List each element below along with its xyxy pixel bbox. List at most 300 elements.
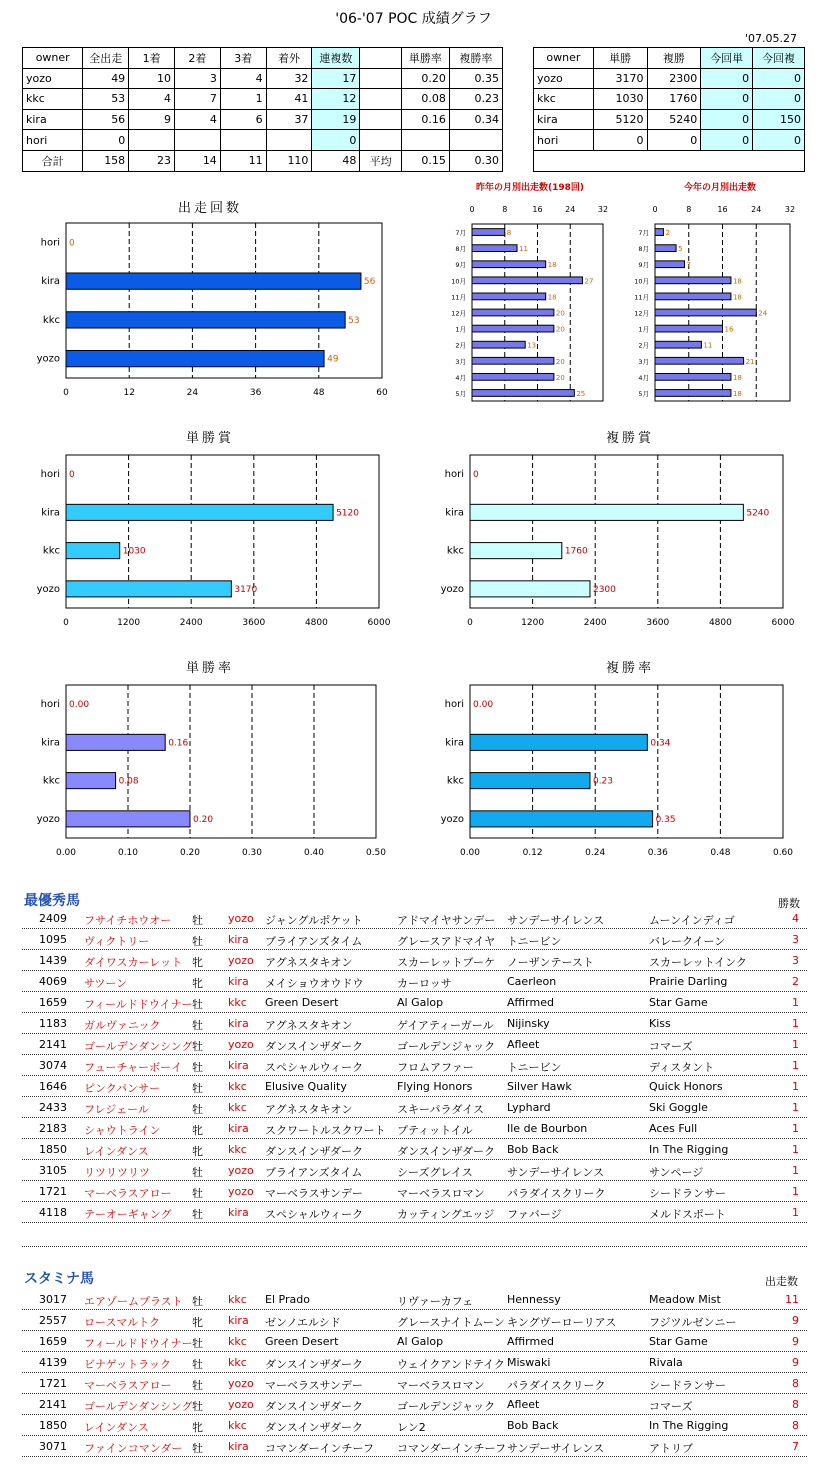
horse-dam: レン2 xyxy=(397,1421,426,1434)
data-label: 0.16 xyxy=(168,738,189,749)
data-label: 56 xyxy=(363,277,376,288)
stats-cell: 4 xyxy=(129,89,175,110)
horse-name: ガルヴァニック xyxy=(84,1019,161,1032)
horse-owner: yozo xyxy=(228,1038,254,1051)
best-horse-row xyxy=(22,1160,807,1181)
horse-id: 1095 xyxy=(39,933,67,946)
horse-name: フィールドドウイナー xyxy=(84,998,193,1011)
horse-sex: 牡 xyxy=(192,998,203,1011)
stats-header-cell: 全出走 xyxy=(83,48,129,69)
best-horse-row xyxy=(22,1202,807,1223)
category-label: 12月 xyxy=(451,309,466,318)
horse-count: 1 xyxy=(792,1185,799,1198)
x-tick-label: 0.60 xyxy=(772,848,794,858)
horse-id: 4069 xyxy=(39,975,67,988)
data-label: 3170 xyxy=(234,584,258,595)
horse-count: 3 xyxy=(792,954,799,967)
stats-cell: 56 xyxy=(83,109,129,130)
horse-owner: kkc xyxy=(228,1293,247,1306)
chart-title: 複勝賞 xyxy=(605,431,655,446)
horse-damsire: Miswaki xyxy=(507,1356,551,1369)
horse-sex: 牝 xyxy=(192,1421,203,1434)
x-tick-label: 4800 xyxy=(708,618,732,628)
category-label: hori xyxy=(444,469,464,481)
x-tick-label: 24 xyxy=(565,205,576,214)
data-label: 0.34 xyxy=(650,738,671,749)
bar xyxy=(472,245,517,252)
horse-damsire: Affirmed xyxy=(507,1335,554,1348)
horse-granddam: Rivala xyxy=(649,1356,683,1369)
x-tick-label: 0.30 xyxy=(241,848,263,858)
stats-header-cell: 単勝率 xyxy=(401,48,449,69)
x-tick-label: 3600 xyxy=(242,618,266,628)
horse-count: 1 xyxy=(792,996,799,1009)
horse-owner: kkc xyxy=(228,996,247,1009)
horse-id: 1850 xyxy=(39,1419,67,1432)
bar xyxy=(472,373,554,380)
category-label: 3月 xyxy=(638,357,649,366)
horse-dam: フロムアファー xyxy=(397,1061,474,1074)
stats-cell: 0 xyxy=(83,130,129,151)
bar xyxy=(655,245,676,252)
horse-damsire: Affirmed xyxy=(507,996,554,1009)
x-tick-label: 3600 xyxy=(646,618,670,628)
bar xyxy=(66,811,190,827)
horse-name: ゴールデンダンシング xyxy=(84,1400,193,1413)
horse-owner: kira xyxy=(228,1122,249,1135)
stats-header-cell: 着外 xyxy=(266,48,312,69)
prize-cell: 0 xyxy=(701,68,753,89)
horse-granddam: シードランサー xyxy=(649,1187,726,1200)
horse-id: 2433 xyxy=(39,1101,67,1114)
horse-owner: yozo xyxy=(228,1398,254,1411)
horse-granddam: Kiss xyxy=(649,1017,671,1030)
stats-cell: 7 xyxy=(175,89,221,110)
horse-id: 3071 xyxy=(39,1440,67,1453)
horse-damsire: Bob Back xyxy=(507,1143,559,1156)
data-label: 21 xyxy=(745,357,755,366)
chart-title: 単勝賞 xyxy=(185,431,235,446)
category-label: 5月 xyxy=(455,389,466,398)
horse-count: 1 xyxy=(792,1059,799,1072)
horse-count: 7 xyxy=(792,1440,799,1453)
horse-count: 1 xyxy=(792,1143,799,1156)
horse-damsire: サンデーサイレンス xyxy=(507,1442,605,1455)
data-label: 18 xyxy=(732,293,742,302)
x-tick-label: 0.24 xyxy=(585,848,606,858)
horse-name: エアゾームプラスト xyxy=(84,1295,183,1308)
x-tick-label: 6000 xyxy=(771,618,795,628)
horse-name: サツーン xyxy=(84,977,128,990)
stats-total-cell: 0.15 xyxy=(401,150,449,171)
best-horse-row xyxy=(22,1139,807,1160)
x-tick-label: 0 xyxy=(63,618,69,628)
prize-cell: 2300 xyxy=(647,68,701,89)
category-label: yozo xyxy=(36,583,60,595)
data-label: 18 xyxy=(547,293,557,302)
horse-count: 9 xyxy=(792,1335,799,1348)
stamina-horse-row xyxy=(22,1352,807,1373)
horse-granddam: アトリブ xyxy=(649,1442,693,1455)
horse-id: 2183 xyxy=(39,1122,67,1135)
stats-cell: hori xyxy=(23,130,83,151)
x-tick-label: 0.48 xyxy=(710,848,731,858)
horse-count: 1 xyxy=(792,1206,799,1219)
x-tick-label: 1200 xyxy=(117,618,141,628)
horse-granddam: Star Game xyxy=(649,996,708,1009)
category-label: kkc xyxy=(446,545,464,557)
bar xyxy=(472,357,554,364)
bar xyxy=(655,341,701,348)
stats-cell: 6 xyxy=(220,109,266,130)
horse-damsire: パラダイスクリーク xyxy=(507,1379,606,1392)
horse-sire: Green Desert xyxy=(265,1335,339,1348)
data-label: 20 xyxy=(555,357,565,366)
data-label: 18 xyxy=(547,261,557,270)
data-label: 0.00 xyxy=(69,700,90,711)
stamina-horses-count-header: 出走数 xyxy=(765,1275,798,1288)
stats-cell: kira xyxy=(23,109,83,130)
category-label: 3月 xyxy=(455,357,466,366)
category-label: yozo xyxy=(440,583,464,595)
prize-header-cell: 今回複 xyxy=(753,48,805,69)
data-label: 2 xyxy=(665,229,670,238)
horse-sire: ブライアンズタイム xyxy=(265,935,363,948)
stats-header-cell: 3着 xyxy=(220,48,266,69)
data-label: 13 xyxy=(527,341,537,350)
category-label: 1月 xyxy=(638,325,649,334)
stats-cell: 12 xyxy=(312,89,360,110)
horse-sire: スクワートルスクワート xyxy=(265,1124,386,1137)
horse-id: 4118 xyxy=(39,1206,67,1219)
x-tick-label: 8 xyxy=(686,205,692,214)
data-label: 53 xyxy=(348,315,360,326)
horse-owner: kira xyxy=(228,1440,249,1453)
category-label: 10月 xyxy=(634,277,649,286)
best-horse-row xyxy=(22,1181,807,1202)
category-label: 5月 xyxy=(638,389,649,398)
data-label: 1760 xyxy=(564,546,588,557)
horse-dam: カーロッサ xyxy=(397,977,452,990)
stats-cell: 0.35 xyxy=(449,68,502,89)
data-label: 1030 xyxy=(122,546,146,557)
horse-granddam: メルドスポート xyxy=(649,1208,726,1221)
horse-count: 4 xyxy=(792,912,799,925)
category-label: kira xyxy=(41,507,60,519)
category-label: kkc xyxy=(446,775,464,787)
x-tick-label: 0 xyxy=(63,388,69,398)
horse-damsire: ファバージ xyxy=(507,1208,562,1221)
horse-granddam: In The Rigging xyxy=(649,1143,729,1156)
chart-title: 単勝率 xyxy=(185,661,235,676)
horse-sire: マーベラスサンデー xyxy=(265,1379,363,1392)
prize-cell: 0 xyxy=(701,109,753,130)
x-tick-label: 2400 xyxy=(583,618,607,628)
horse-granddam: Ski Goggle xyxy=(649,1101,708,1114)
category-label: 8月 xyxy=(638,245,649,254)
stats-cell: 3 xyxy=(175,68,221,89)
stats-cell: 10 xyxy=(129,68,175,89)
best-horse-row xyxy=(22,950,807,971)
bar xyxy=(66,773,116,789)
data-label: 18 xyxy=(732,277,742,286)
horse-sex: 牡 xyxy=(192,1082,203,1095)
horse-name: ピンクパンサー xyxy=(84,1082,161,1095)
horse-count: 11 xyxy=(785,1293,799,1306)
prize-header-cell: owner xyxy=(534,48,594,69)
horse-id: 1850 xyxy=(39,1143,67,1156)
horse-dam: ゴールデンジャック xyxy=(397,1040,496,1053)
data-label: 11 xyxy=(703,341,713,350)
bar xyxy=(655,390,731,397)
bar xyxy=(66,504,333,520)
x-tick-label: 16 xyxy=(532,205,543,214)
category-label: kira xyxy=(445,507,464,519)
horse-count: 1 xyxy=(792,1164,799,1177)
horse-sire: アグネスタキオン xyxy=(265,956,353,969)
horse-dam: リヴァーカフェ xyxy=(397,1295,474,1308)
horse-id: 4139 xyxy=(39,1356,67,1369)
horse-owner: kira xyxy=(228,1017,249,1030)
horse-dam: マーベラスロマン xyxy=(397,1187,485,1200)
horse-id: 1646 xyxy=(39,1080,67,1093)
horse-sire: アグネスタキオン xyxy=(265,1019,353,1032)
x-tick-label: 0.12 xyxy=(522,848,543,858)
horse-count: 8 xyxy=(792,1398,799,1411)
bar xyxy=(470,734,647,750)
horse-granddam: シードランサー xyxy=(649,1379,726,1392)
bar xyxy=(66,734,165,750)
horse-sire: Green Desert xyxy=(265,996,339,1009)
stats-cell: 49 xyxy=(83,68,129,89)
page-title: '06-'07 POC 成績グラフ xyxy=(335,11,492,27)
stats-total-cell: 平均 xyxy=(360,150,402,171)
horse-name: シャウトライン xyxy=(84,1124,161,1137)
horse-sex: 牡 xyxy=(192,1040,203,1053)
stamina-horse-row xyxy=(22,1436,807,1457)
prize-cell: 0 xyxy=(647,130,701,151)
stats-cell: 17 xyxy=(312,68,360,89)
data-label: 5 xyxy=(678,245,683,254)
category-label: 9月 xyxy=(638,261,649,270)
prize-cell: 1030 xyxy=(593,89,647,110)
stats-header-cell: 2着 xyxy=(175,48,221,69)
x-tick-label: 16 xyxy=(717,205,728,214)
bar xyxy=(66,312,345,328)
category-label: 2月 xyxy=(455,341,466,350)
bar xyxy=(655,261,685,268)
prize-header-cell: 今回単 xyxy=(701,48,753,69)
best-horses-title: 最優秀馬 xyxy=(24,893,80,909)
stats-cell: 0.16 xyxy=(401,109,449,130)
x-tick-label: 2400 xyxy=(179,618,203,628)
horse-sex: 牡 xyxy=(192,1400,203,1413)
horse-count: 1 xyxy=(792,1017,799,1030)
x-tick-label: 48 xyxy=(313,388,325,398)
horse-sire: ブライアンズタイム xyxy=(265,1166,363,1179)
horse-name: フレジェール xyxy=(84,1103,149,1116)
prize-cell: 5240 xyxy=(647,109,701,130)
data-label: 2300 xyxy=(592,584,616,595)
horse-id: 1721 xyxy=(39,1377,67,1390)
horse-granddam: Prairie Darling xyxy=(649,975,728,988)
category-label: 12月 xyxy=(634,309,649,318)
category-label: 4月 xyxy=(455,373,466,382)
best-horse-row xyxy=(22,908,807,929)
category-label: kkc xyxy=(42,545,60,557)
horse-damsire: Lyphard xyxy=(507,1101,551,1114)
horse-name: ヴィクトリー xyxy=(84,935,150,948)
horse-damsire: Nijinsky xyxy=(507,1017,550,1030)
best-horse-row xyxy=(22,1013,807,1034)
category-label: 8月 xyxy=(455,245,466,254)
data-label: 5240 xyxy=(746,508,770,519)
horse-granddam: コマーズ xyxy=(649,1400,693,1413)
stats-cell: 41 xyxy=(266,89,312,110)
x-tick-label: 24 xyxy=(751,205,762,214)
horse-sire: メイショウオウドウ xyxy=(265,977,364,990)
x-tick-label: 0.00 xyxy=(55,848,77,858)
horse-dam: マーベラスロマン xyxy=(397,1379,485,1392)
horse-sire: Elusive Quality xyxy=(265,1080,347,1093)
horse-sex: 牡 xyxy=(192,1103,203,1116)
x-tick-label: 0.36 xyxy=(647,848,668,858)
stats-header-cell: 連複数 xyxy=(312,48,360,69)
x-tick-label: 12 xyxy=(123,388,135,398)
bar xyxy=(655,293,731,300)
bar xyxy=(655,357,744,364)
prize-cell: 0 xyxy=(701,130,753,151)
bar xyxy=(66,350,324,366)
horse-granddam: コマーズ xyxy=(649,1040,693,1053)
data-label: 0.08 xyxy=(118,776,139,787)
stats-cell: 32 xyxy=(266,68,312,89)
stats-total-cell: 合計 xyxy=(23,150,83,171)
bar xyxy=(470,504,743,520)
horse-damsire: サンデーサイレンス xyxy=(507,914,605,927)
best-horse-row xyxy=(22,971,807,992)
horse-granddam: Star Game xyxy=(649,1335,708,1348)
prize-cell: 5120 xyxy=(593,109,647,130)
stamina-horse-row xyxy=(22,1289,807,1310)
horse-dam: カッティングエッジ xyxy=(397,1208,495,1221)
horse-count: 8 xyxy=(792,1377,799,1390)
horse-dam: グレースアドマイヤ xyxy=(397,935,496,948)
data-label: 20 xyxy=(555,325,565,334)
category-label: 1月 xyxy=(455,325,466,334)
horse-name: フサイチホウオー xyxy=(84,914,172,927)
horse-owner: kkc xyxy=(228,1356,247,1369)
horse-id: 1659 xyxy=(39,1335,67,1348)
horse-id: 2557 xyxy=(39,1314,67,1327)
horse-id: 3017 xyxy=(39,1293,67,1306)
data-label: 11 xyxy=(519,245,528,254)
stats-cell: yozo xyxy=(23,68,83,89)
horse-dam: シーズグレイス xyxy=(397,1166,473,1179)
bar xyxy=(472,229,505,236)
horse-sire: ダンスインザダーク xyxy=(265,1145,364,1158)
x-tick-label: 4800 xyxy=(304,618,328,628)
horse-id: 2409 xyxy=(39,912,67,925)
data-label: 7 xyxy=(686,261,691,270)
horse-name: ビナゲットラック xyxy=(84,1358,171,1371)
bar xyxy=(655,373,731,380)
horse-sex: 牡 xyxy=(192,1019,203,1032)
bar xyxy=(66,581,231,597)
horse-count: 1 xyxy=(792,1080,799,1093)
data-label: 25 xyxy=(576,389,586,398)
prize-cell: 0 xyxy=(701,89,753,110)
prize-cell: 150 xyxy=(753,109,805,130)
horse-damsire: トニービン xyxy=(507,935,562,948)
stats-cell: 19 xyxy=(312,109,360,130)
horse-owner: yozo xyxy=(228,1164,254,1177)
category-label: 2月 xyxy=(638,341,649,350)
stamina-horse-row xyxy=(22,1331,807,1352)
horse-owner: kira xyxy=(228,1314,249,1327)
x-tick-label: 0 xyxy=(652,205,658,214)
horse-granddam: サンページ xyxy=(649,1166,704,1179)
horse-sire: マーベラスサンデー xyxy=(265,1187,363,1200)
category-label: 4月 xyxy=(638,373,649,382)
section-divider xyxy=(22,1246,807,1247)
category-label: kkc xyxy=(42,775,60,787)
prize-cell: 0 xyxy=(753,68,805,89)
best-horse-row xyxy=(22,929,807,950)
bar xyxy=(472,261,546,268)
best-horses-count-header: 勝数 xyxy=(778,897,800,910)
category-label: kira xyxy=(41,737,60,749)
stamina-horse-row xyxy=(22,1310,807,1331)
horse-sire: El Prado xyxy=(265,1293,310,1306)
horse-granddam: ムーンインディゴ xyxy=(649,914,735,927)
horse-sex: 牡 xyxy=(192,1166,203,1179)
data-label: 20 xyxy=(555,373,565,382)
bar xyxy=(655,309,756,316)
stats-total-cell: 48 xyxy=(312,150,360,171)
stats-cell: kkc xyxy=(23,89,83,110)
data-label: 0 xyxy=(473,470,479,481)
horse-name: フィールドドウイナー xyxy=(84,1337,193,1350)
horse-sex: 牡 xyxy=(192,1337,203,1350)
horse-damsire: Silver Hawk xyxy=(507,1080,572,1093)
horse-granddam: In The Rigging xyxy=(649,1419,729,1432)
bar xyxy=(472,293,546,300)
horse-name: フューチャーボーイ xyxy=(84,1061,183,1074)
stats-cell: 0.23 xyxy=(449,89,502,110)
horse-name: マーベラスアロー xyxy=(84,1379,172,1392)
category-label: 7月 xyxy=(455,229,466,238)
horse-owner: kira xyxy=(228,933,249,946)
category-label: 10月 xyxy=(451,277,466,286)
horse-owner: kkc xyxy=(228,1143,247,1156)
best-horse-row xyxy=(22,1076,807,1097)
horse-count: 1 xyxy=(792,1038,799,1051)
category-label: 7月 xyxy=(638,229,649,238)
horse-damsire: Afleet xyxy=(507,1038,540,1051)
data-label: 49 xyxy=(327,354,339,365)
prize-cell: yozo xyxy=(534,68,594,89)
horse-sex: 牝 xyxy=(192,1316,203,1329)
data-label: 0.35 xyxy=(655,814,676,825)
stats-cell: 9 xyxy=(129,109,175,130)
bar xyxy=(470,581,590,597)
horse-count: 1 xyxy=(792,1122,799,1135)
data-label: 5120 xyxy=(336,508,359,519)
prize-cell: 3170 xyxy=(593,68,647,89)
chart-title: 複勝率 xyxy=(605,661,655,676)
x-tick-label: 8 xyxy=(502,205,508,214)
